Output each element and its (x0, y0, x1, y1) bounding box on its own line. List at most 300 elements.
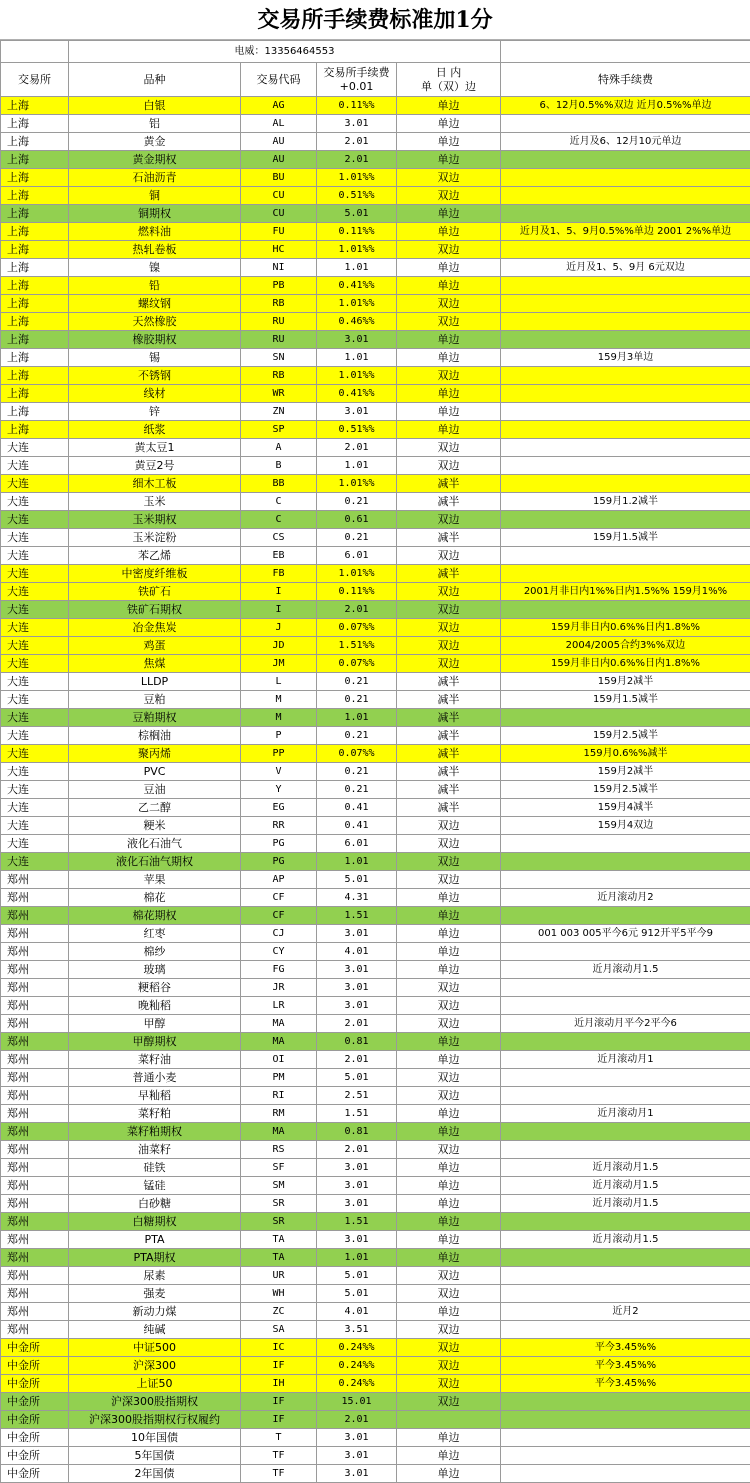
table-row (1, 331, 750, 349)
cell-product: 新动力煤 (69, 1303, 241, 1321)
cell-special (501, 979, 750, 997)
table-row (1, 1033, 750, 1051)
cell-product: 菜籽油 (69, 1051, 241, 1069)
cell-side: 双边 (397, 313, 501, 331)
cell-side: 单边 (397, 115, 501, 133)
cell-fee: 1.01%% (317, 241, 397, 259)
cell-fee: 0.41 (317, 817, 397, 835)
cell-code: PG (241, 853, 317, 871)
cell-exchange: 郑州 (1, 1321, 69, 1339)
cell-fee: 2.01 (317, 439, 397, 457)
cell-product: 晚籼稻 (69, 997, 241, 1015)
cell-side: 双边 (397, 637, 501, 655)
cell-product: 天然橡胶 (69, 313, 241, 331)
cell-code: JM (241, 655, 317, 673)
cell-code: CF (241, 907, 317, 925)
cell-side: 单边 (397, 1213, 501, 1231)
table-row (1, 1069, 750, 1087)
table-row (1, 1303, 750, 1321)
table-row (1, 1213, 750, 1231)
cell-exchange: 中金所 (1, 1375, 69, 1393)
cell-code: C (241, 493, 317, 511)
table-row (1, 817, 750, 835)
cell-product: 粳稻谷 (69, 979, 241, 997)
cell-side: 双边 (397, 1321, 501, 1339)
cell-special: 近月及6、12月10元单边 (501, 133, 750, 151)
cell-exchange: 郑州 (1, 1051, 69, 1069)
table-row (1, 547, 750, 565)
cell-special: 159月4双边 (501, 817, 750, 835)
header-fee (317, 63, 397, 97)
cell-special (501, 1411, 750, 1429)
cell-fee: 4.31 (317, 889, 397, 907)
cell-code: J (241, 619, 317, 637)
table-row (1, 1087, 750, 1105)
cell-exchange: 上海 (1, 259, 69, 277)
cell-exchange: 上海 (1, 115, 69, 133)
cell-fee: 2.01 (317, 151, 397, 169)
cell-code: RS (241, 1141, 317, 1159)
table-row (1, 277, 750, 295)
cell-special: 6、12月0.5%%双边 近月0.5%%单边 (501, 97, 750, 115)
cell-product: 沪深300股指期权 (69, 1393, 241, 1411)
cell-product: 热轧卷板 (69, 241, 241, 259)
cell-special: 159月非日内0.6%%日内1.8%% (501, 619, 750, 637)
cell-code: WH (241, 1285, 317, 1303)
cell-code: TF (241, 1465, 317, 1483)
cell-exchange: 大连 (1, 853, 69, 871)
cell-side: 双边 (397, 1285, 501, 1303)
cell-special (501, 205, 750, 223)
table-row (1, 835, 750, 853)
cell-code: T (241, 1429, 317, 1447)
table-row (1, 889, 750, 907)
cell-special: 2001月非日内1%%日内1.5%% 159月1%% (501, 583, 750, 601)
cell-code: FB (241, 565, 317, 583)
cell-side: 减半 (397, 727, 501, 745)
cell-code: WR (241, 385, 317, 403)
cell-special (501, 403, 750, 421)
cell-special (501, 187, 750, 205)
cell-code: AL (241, 115, 317, 133)
table-row (1, 1123, 750, 1141)
cell-fee: 2.01 (317, 1015, 397, 1033)
table-row (1, 259, 750, 277)
header-product: 品种 (69, 63, 241, 97)
cell-product: 石油沥青 (69, 169, 241, 187)
cell-side: 双边 (397, 1375, 501, 1393)
cell-code: SN (241, 349, 317, 367)
table-row (1, 205, 750, 223)
cell-exchange: 大连 (1, 745, 69, 763)
table-row (1, 853, 750, 871)
cell-code: AG (241, 97, 317, 115)
cell-product: 白银 (69, 97, 241, 115)
cell-product: 2年国债 (69, 1465, 241, 1483)
table-row (1, 241, 750, 259)
cell-code: HC (241, 241, 317, 259)
cell-exchange: 上海 (1, 313, 69, 331)
cell-product: LLDP (69, 673, 241, 691)
cell-exchange: 郑州 (1, 1249, 69, 1267)
cell-fee: 3.01 (317, 1231, 397, 1249)
cell-product: 5年国债 (69, 1447, 241, 1465)
sheet-title: 交易所手续费标准加1分 (0, 0, 750, 40)
cell-fee: 1.01%% (317, 475, 397, 493)
cell-fee: 2.01 (317, 1411, 397, 1429)
table-row (1, 1447, 750, 1465)
cell-side: 双边 (397, 1357, 501, 1375)
cell-code: JR (241, 979, 317, 997)
cell-product: 玉米期权 (69, 511, 241, 529)
cell-side: 双边 (397, 187, 501, 205)
table-row (1, 637, 750, 655)
cell-side: 双边 (397, 871, 501, 889)
cell-side: 双边 (397, 619, 501, 637)
cell-code: SM (241, 1177, 317, 1195)
cell-fee: 0.81 (317, 1123, 397, 1141)
cell-exchange: 上海 (1, 385, 69, 403)
cell-fee: 5.01 (317, 1069, 397, 1087)
cell-side: 双边 (397, 1015, 501, 1033)
cell-side: 减半 (397, 781, 501, 799)
cell-fee: 3.01 (317, 961, 397, 979)
cell-special (501, 1447, 750, 1465)
cell-special (501, 1123, 750, 1141)
cell-special: 2004/2005合约3%%双边 (501, 637, 750, 655)
table-row (1, 223, 750, 241)
cell-side: 双边 (397, 817, 501, 835)
cell-fee: 0.21 (317, 691, 397, 709)
cell-exchange: 大连 (1, 565, 69, 583)
cell-special (501, 1213, 750, 1231)
cell-side: 单边 (397, 223, 501, 241)
cell-code: OI (241, 1051, 317, 1069)
cell-exchange: 大连 (1, 781, 69, 799)
cell-fee: 3.01 (317, 331, 397, 349)
table-row (1, 1015, 750, 1033)
cell-product: 液化石油气期权 (69, 853, 241, 871)
cell-fee: 1.01%% (317, 295, 397, 313)
cell-exchange: 郑州 (1, 1087, 69, 1105)
cell-exchange: 郑州 (1, 871, 69, 889)
cell-special (501, 331, 750, 349)
table-header (1, 63, 750, 97)
cell-code: SR (241, 1213, 317, 1231)
fee-table (0, 40, 750, 1483)
table-row (1, 511, 750, 529)
cell-fee: 6.01 (317, 835, 397, 853)
cell-exchange: 大连 (1, 583, 69, 601)
cell-side: 双边 (397, 997, 501, 1015)
cell-code: CU (241, 187, 317, 205)
cell-exchange: 郑州 (1, 1285, 69, 1303)
cell-code: IH (241, 1375, 317, 1393)
cell-special (501, 151, 750, 169)
cell-exchange: 上海 (1, 295, 69, 313)
cell-exchange: 郑州 (1, 889, 69, 907)
cell-fee: 1.01 (317, 349, 397, 367)
cell-special (501, 475, 750, 493)
table-row (1, 997, 750, 1015)
cell-exchange: 郑州 (1, 907, 69, 925)
cell-exchange: 郑州 (1, 961, 69, 979)
cell-side: 单边 (397, 133, 501, 151)
cell-side: 减半 (397, 709, 501, 727)
cell-exchange: 上海 (1, 205, 69, 223)
cell-side: 减半 (397, 799, 501, 817)
table-row (1, 619, 750, 637)
cell-exchange: 上海 (1, 241, 69, 259)
table-row (1, 1141, 750, 1159)
cell-code: A (241, 439, 317, 457)
cell-product: 锌 (69, 403, 241, 421)
cell-product: 纸浆 (69, 421, 241, 439)
cell-product: 螺纹钢 (69, 295, 241, 313)
cell-product: 铁矿石 (69, 583, 241, 601)
cell-product: 黄太豆1 (69, 439, 241, 457)
cell-code: SA (241, 1321, 317, 1339)
cell-fee: 4.01 (317, 1303, 397, 1321)
header-code: 交易代码 (241, 63, 317, 97)
cell-special: 159月1.5减半 (501, 529, 750, 547)
cell-code: TF (241, 1447, 317, 1465)
cell-exchange: 郑州 (1, 997, 69, 1015)
cell-fee: 0.11%% (317, 97, 397, 115)
cell-side: 单边 (397, 1429, 501, 1447)
cell-special: 平今3.45%% (501, 1339, 750, 1357)
cell-code: TA (241, 1249, 317, 1267)
cell-side: 单边 (397, 1249, 501, 1267)
cell-side: 单边 (397, 1177, 501, 1195)
cell-product: 黄金 (69, 133, 241, 151)
cell-special: 近月滚动月平今2平今6 (501, 1015, 750, 1033)
cell-fee: 1.01%% (317, 565, 397, 583)
cell-special (501, 565, 750, 583)
cell-product: 沪深300股指期权行权履约 (69, 1411, 241, 1429)
cell-product: 豆粕 (69, 691, 241, 709)
cell-code: EG (241, 799, 317, 817)
cell-code: ZC (241, 1303, 317, 1321)
table-row (1, 529, 750, 547)
table-row (1, 475, 750, 493)
cell-fee: 0.51%% (317, 421, 397, 439)
cell-side: 双边 (397, 457, 501, 475)
cell-special (501, 439, 750, 457)
cell-code: SP (241, 421, 317, 439)
cell-fee: 3.51 (317, 1321, 397, 1339)
table-row (1, 385, 750, 403)
cell-product: 液化石油气 (69, 835, 241, 853)
cell-special (501, 385, 750, 403)
cell-fee: 1.01 (317, 259, 397, 277)
cell-product: 铅 (69, 277, 241, 295)
cell-side: 单边 (397, 1195, 501, 1213)
cell-fee: 1.51 (317, 1213, 397, 1231)
cell-exchange: 上海 (1, 421, 69, 439)
cell-fee: 2.01 (317, 601, 397, 619)
table-row (1, 583, 750, 601)
cell-fee: 0.41 (317, 799, 397, 817)
cell-special: 近月滚动月1.5 (501, 1159, 750, 1177)
cell-side: 单边 (397, 961, 501, 979)
cell-code: TA (241, 1231, 317, 1249)
cell-product: 玉米 (69, 493, 241, 511)
cell-exchange: 大连 (1, 673, 69, 691)
cell-fee: 3.01 (317, 979, 397, 997)
cell-code: MA (241, 1033, 317, 1051)
cell-fee: 15.01 (317, 1393, 397, 1411)
cell-exchange: 郑州 (1, 1231, 69, 1249)
cell-side: 单边 (397, 1231, 501, 1249)
cell-code: FG (241, 961, 317, 979)
cell-product: 铜期权 (69, 205, 241, 223)
cell-code: EB (241, 547, 317, 565)
table-row (1, 133, 750, 151)
cell-product: 细木工板 (69, 475, 241, 493)
table-row (1, 601, 750, 619)
cell-special (501, 547, 750, 565)
cell-exchange: 郑州 (1, 925, 69, 943)
cell-product: 冶金焦炭 (69, 619, 241, 637)
table-row (1, 1285, 750, 1303)
cell-fee: 2.51 (317, 1087, 397, 1105)
cell-product: 纯碱 (69, 1321, 241, 1339)
cell-exchange: 郑州 (1, 1141, 69, 1159)
cell-side: 减半 (397, 493, 501, 511)
cell-side: 单边 (397, 1159, 501, 1177)
cell-special: 159月0.6%%减半 (501, 745, 750, 763)
cell-special (501, 1393, 750, 1411)
cell-fee: 0.61 (317, 511, 397, 529)
cell-code: SF (241, 1159, 317, 1177)
table-row (1, 799, 750, 817)
header-exchange: 交易所 (1, 63, 69, 97)
cell-code: L (241, 673, 317, 691)
cell-exchange: 中金所 (1, 1447, 69, 1465)
table-row (1, 97, 750, 115)
cell-code: CY (241, 943, 317, 961)
cell-product: 玻璃 (69, 961, 241, 979)
cell-product: PTA期权 (69, 1249, 241, 1267)
cell-exchange: 上海 (1, 133, 69, 151)
cell-product: 不锈钢 (69, 367, 241, 385)
table-row (1, 295, 750, 313)
table-row (1, 1357, 750, 1375)
cell-exchange: 大连 (1, 691, 69, 709)
table-row (1, 1321, 750, 1339)
cell-code: CF (241, 889, 317, 907)
cell-code: CJ (241, 925, 317, 943)
cell-product: 硅铁 (69, 1159, 241, 1177)
cell-fee: 1.51 (317, 1105, 397, 1123)
cell-special (501, 169, 750, 187)
table-row (1, 493, 750, 511)
cell-side: 单边 (397, 1051, 501, 1069)
cell-fee: 0.46%% (317, 313, 397, 331)
table-row (1, 403, 750, 421)
cell-exchange: 大连 (1, 619, 69, 637)
cell-side: 单边 (397, 1105, 501, 1123)
cell-special: 平今3.45%% (501, 1357, 750, 1375)
cell-product: 苯乙烯 (69, 547, 241, 565)
cell-exchange: 上海 (1, 187, 69, 205)
cell-product: 强麦 (69, 1285, 241, 1303)
cell-product: 粳米 (69, 817, 241, 835)
cell-special: 近月滚动月1.5 (501, 1231, 750, 1249)
cell-code: SR (241, 1195, 317, 1213)
cell-code: RR (241, 817, 317, 835)
cell-special (501, 511, 750, 529)
cell-special (501, 241, 750, 259)
cell-special: 159月2.5减半 (501, 727, 750, 745)
cell-special: 159月3单边 (501, 349, 750, 367)
cell-exchange: 郑州 (1, 1303, 69, 1321)
cell-code: Y (241, 781, 317, 799)
cell-side: 双边 (397, 241, 501, 259)
cell-side: 单边 (397, 1447, 501, 1465)
cell-product: 聚丙烯 (69, 745, 241, 763)
cell-fee: 3.01 (317, 1465, 397, 1483)
cell-exchange: 上海 (1, 151, 69, 169)
cell-product: 10年国债 (69, 1429, 241, 1447)
cell-fee: 4.01 (317, 943, 397, 961)
cell-exchange: 上海 (1, 277, 69, 295)
cell-special: 平今3.45%% (501, 1375, 750, 1393)
cell-exchange: 大连 (1, 601, 69, 619)
cell-exchange: 郑州 (1, 943, 69, 961)
table-row (1, 349, 750, 367)
cell-product: 白砂糖 (69, 1195, 241, 1213)
cell-side: 单边 (397, 925, 501, 943)
cell-side: 双边 (397, 853, 501, 871)
cell-fee: 1.01%% (317, 367, 397, 385)
table-row (1, 1339, 750, 1357)
table-row (1, 1411, 750, 1429)
cell-special: 近月及1、5、9月 6元双边 (501, 259, 750, 277)
cell-exchange: 大连 (1, 655, 69, 673)
header-special: 特殊手续费 (501, 63, 750, 97)
table-row (1, 1249, 750, 1267)
cell-exchange: 大连 (1, 511, 69, 529)
cell-exchange: 大连 (1, 637, 69, 655)
cell-fee: 0.21 (317, 529, 397, 547)
table-row (1, 925, 750, 943)
cell-special (501, 421, 750, 439)
cell-fee: 0.11%% (317, 223, 397, 241)
cell-product: 菜籽粕 (69, 1105, 241, 1123)
cell-exchange: 郑州 (1, 1123, 69, 1141)
cell-product: 铁矿石期权 (69, 601, 241, 619)
cell-code: B (241, 457, 317, 475)
cell-side: 双边 (397, 1339, 501, 1357)
cell-side: 减半 (397, 475, 501, 493)
table-row (1, 187, 750, 205)
cell-code: MA (241, 1123, 317, 1141)
cell-code: AU (241, 133, 317, 151)
cell-fee: 0.21 (317, 781, 397, 799)
cell-exchange: 大连 (1, 817, 69, 835)
cell-side: 单边 (397, 331, 501, 349)
cell-code: AU (241, 151, 317, 169)
cell-exchange: 大连 (1, 457, 69, 475)
cell-side: 单边 (397, 385, 501, 403)
table-row (1, 1231, 750, 1249)
cell-fee: 0.21 (317, 493, 397, 511)
cell-product: 豆油 (69, 781, 241, 799)
cell-side: 单边 (397, 1465, 501, 1483)
cell-exchange: 中金所 (1, 1465, 69, 1483)
